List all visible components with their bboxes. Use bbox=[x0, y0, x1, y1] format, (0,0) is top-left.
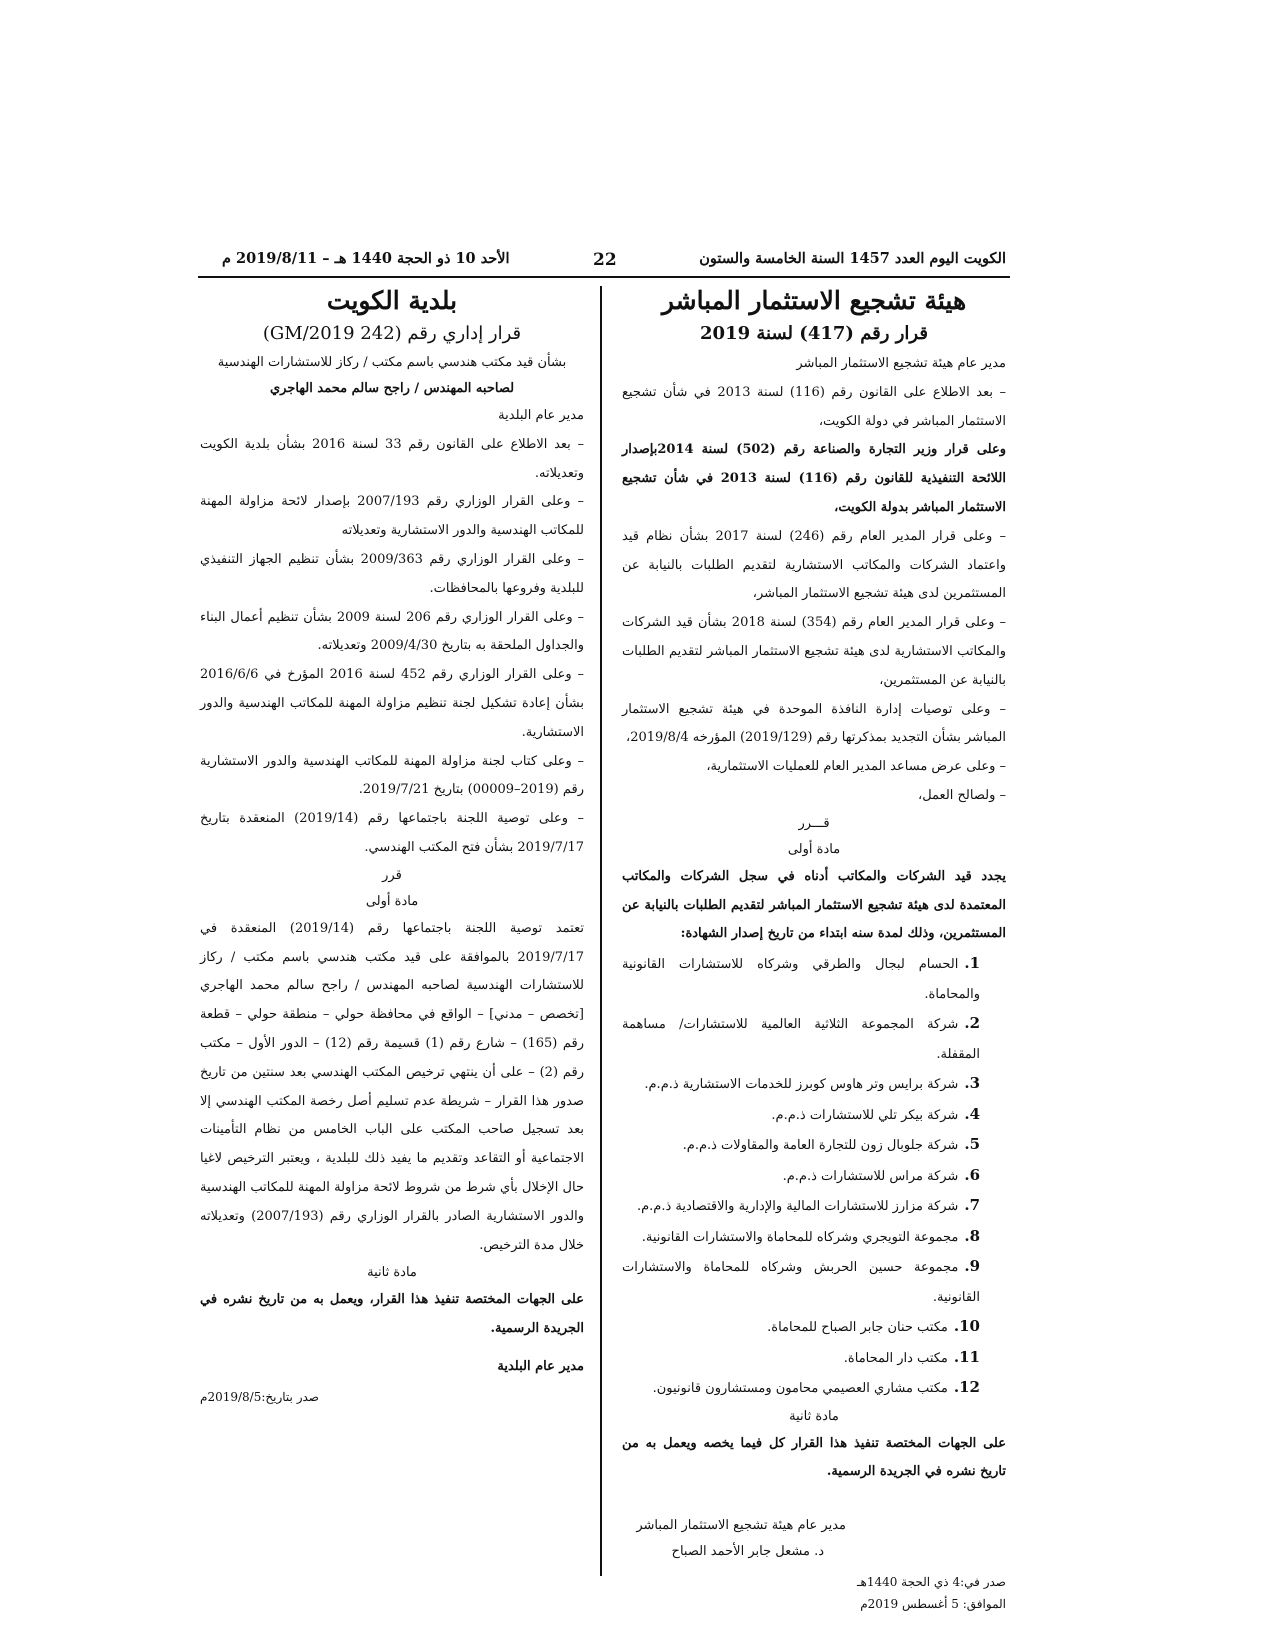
decided-heading: قرر bbox=[382, 867, 402, 883]
preamble-line: – وعلى توصية اللجنة باجتماعها رقم (2019/14) المنعقدة بتاريخ 2019/7/17 بشأن فتح المكتب الهندسي. bbox=[200, 811, 584, 855]
list-number: 6. bbox=[964, 1165, 980, 1184]
list-number: 2. bbox=[964, 1014, 980, 1033]
issue-date: صدر بتاريخ:2019/8/5م bbox=[200, 1389, 319, 1404]
list-number: 1. bbox=[964, 954, 980, 973]
column-title: بلدية الكويت bbox=[326, 286, 458, 315]
investment-authority-column bbox=[622, 284, 1006, 1615]
article-heading: مادة أولى bbox=[787, 841, 841, 857]
list-number: 7. bbox=[964, 1196, 980, 1215]
preamble-line: وعلى قرار وزير التجارة والصناعة رقم (502) لسنة 2014بإصدار اللائحة التنفيذية للقانون رقم (116) لسنة 2013 في شأن تشجيع الاستثمار المباشر بدولة الكويت، bbox=[622, 442, 1006, 515]
preamble-line: مدير عام هيئة تشجيع الاستثمار المباشر bbox=[796, 356, 1006, 371]
list-item bbox=[622, 1222, 1006, 1253]
column-title: هيئة تشجيع الاستثمار المباشر bbox=[661, 286, 967, 315]
column-divider bbox=[600, 286, 602, 1576]
list-text: شركة جلوبال زون للتجارة العامة والمقاولات ذ.م.م. bbox=[682, 1138, 959, 1154]
article-heading: مادة ثانية bbox=[367, 1265, 417, 1281]
list-item bbox=[622, 1252, 1006, 1312]
list-text: مكتب دار المحاماة. bbox=[843, 1350, 948, 1366]
article-text: على الجهات المختصة تنفيذ هذا القرار، ويعمل به من تاريخ نشره في الجريدة الرسمية. bbox=[200, 1292, 584, 1337]
list-number: 9. bbox=[964, 1257, 980, 1276]
preamble-line: – وعلى قرار المدير العام رقم (246) لسنة 2017 بشأن نظام قيد واعتماد الشركات والمكاتب الاستشارية لتقديم الطلبات بالنيابة عن المستثمرين لدى هيئة تشجيع الاستثمار المباشر، bbox=[622, 528, 1006, 602]
list-item bbox=[622, 1343, 1006, 1374]
list-item bbox=[622, 1191, 1006, 1222]
signature-name: د. مشعل جابر الأحمد الصباح bbox=[671, 1544, 824, 1560]
article-heading: مادة أولى bbox=[365, 893, 419, 909]
preamble-line: – وعلى القرار الوزاري رقم 2007/193 بإصدار لائحة مزاولة المهنة للمكاتب الهندسية والدور الاستشارية وتعديلاته bbox=[200, 494, 584, 539]
article-text: على الجهات المختصة تنفيذ هذا القرار كل فيما يخصه ويعمل به من تاريخ نشره في الجريدة الرسمية. bbox=[622, 1435, 1006, 1480]
list-text: مكتب مشاري العصيمي محامون ومستشارون قانونيون. bbox=[652, 1381, 948, 1397]
list-item bbox=[622, 1100, 1006, 1131]
list-item bbox=[622, 1069, 1006, 1100]
list-text: شركة بيكر تلي للاستشارات ذ.م.م. bbox=[771, 1107, 959, 1123]
issue-date-hijri: صدر في:4 ذي الحجة 1440هـ bbox=[856, 1575, 1006, 1590]
list-text: مجموعة حسين الحربش وشركاه للمحاماة والاستشارات القانونية. bbox=[622, 1260, 980, 1305]
list-text: شركة مراس للاستشارات ذ.م.م. bbox=[782, 1168, 959, 1184]
list-text: شركة مزارز للاستشارات المالية والإدارية والاقتصادية ذ.م.م. bbox=[636, 1199, 959, 1215]
preamble-line: – وعلى قرار المدير العام رقم (354) لسنة 2018 بشأن قيد الشركات والمكاتب الاستشارية لدى هيئة تشجيع الاستثمار المباشر لتقديم الطلبات بالنيابة عن المستثمرين، bbox=[622, 615, 1006, 688]
list-item bbox=[622, 1009, 1006, 1069]
page-header bbox=[198, 246, 1010, 278]
decision-subject: بشأن قيد مكتب هندسي باسم مكتب / ركاز للاستشارات الهندسية bbox=[217, 355, 567, 370]
header-date: الأحد 10 ذو الحجة 1440 هـ – 2019/8/11 م bbox=[222, 250, 510, 267]
list-text: مكتب حنان جابر الصباح للمحاماة. bbox=[767, 1320, 948, 1336]
company-list bbox=[622, 949, 1006, 1404]
preamble-line: – بعد الاطلاع على القانون رقم 33 لسنة 2016 بشأن بلدية الكويت وتعديلاته. bbox=[200, 436, 585, 481]
list-text: مجموعة التويجري وشركاه للمحاماة والاستشارات القانونية. bbox=[641, 1229, 959, 1245]
preamble-line: – بعد الاطلاع على القانون رقم (116) لسنة 2013 في شأن تشجيع الاستثمار المباشر في دولة الكويت، bbox=[622, 384, 1006, 429]
signature-title: مدير عام البلدية bbox=[497, 1358, 584, 1374]
preamble-line: – ولصالح العمل، bbox=[918, 787, 1006, 803]
list-text: شركة برايس وتر هاوس كوبرز للخدمات الاستشارية ذ.م.م. bbox=[644, 1077, 959, 1093]
decided-heading: قـــرر bbox=[798, 815, 830, 831]
signature-title: مدير عام هيئة تشجيع الاستثمار المباشر bbox=[636, 1518, 846, 1534]
list-item bbox=[622, 1130, 1006, 1161]
decision-owner: لصاحبه المهندس / راجح سالم محمد الهاجري bbox=[269, 381, 515, 396]
list-item bbox=[622, 1373, 1006, 1404]
list-number: 10. bbox=[953, 1317, 980, 1336]
preamble-line: – وعلى كتاب لجنة مزاولة المهنة للمكاتب الهندسية والدور الاستشارية رقم (2019–00009) بتاريخ 2019/7/21. bbox=[200, 753, 584, 798]
preamble-line: – وعلى توصيات إدارة النافذة الموحدة في هيئة تشجيع الاستثمار المباشر بشأن التجديد بمذكرتها رقم (2019/129) المؤرخه 2019/8/4، bbox=[622, 701, 1006, 746]
list-number: 5. bbox=[964, 1135, 980, 1154]
list-text: الحسام لبجال والطرقي وشركاه للاستشارات القانونية والمحاماة. bbox=[622, 957, 980, 1002]
preamble-line: مدير عام البلدية bbox=[498, 408, 584, 423]
article-text: تعتمد توصية اللجنة باجتماعها رقم (2019/14) المنعقدة في 2019/7/17 بالموافقة على قيد مكتب هندسي باسم مكتب / ركاز للاستشارات الهندسية لصاحبه المهندس / راجح سالم محمد الهاجري [تخصص – مدني] – الواقع في محافظة حولي – منطقة حولي – قطعة رقم (165) – شارع رقم (1) قسيمة رقم (12) – الدور الأول – مكتب رقم (2) – على أن ينتهي ترخيص المكتب الهندسي بعد سنتين من تاريخ صدور هذا القرار – شريطة عدم تسليم أصل رخصة المكتب الهندسي إلا بعد تسجيل صاحب المكتب على الباب الخامس من نظام التأمينات الاجتماعية أو التقاعد وتقديم ما يفيد ذلك للبلدية ، ويعتبر الترخيص لاغيا حال الإخلال بأي شرط من شروط لائحة مزاولة المهنة للمكاتب الهندسية والدور الاستشارية الصادر بالقرار الوزاري رقم (2007/193) وتعديلاته خلال مدة الترخيص. bbox=[200, 920, 584, 1253]
decision-number: قرار إداري رقم (242 GM/2019) bbox=[262, 323, 522, 344]
list-number: 12. bbox=[953, 1378, 980, 1397]
preamble-line: – وعلى عرض مساعد المدير العام للعمليات الاستثمارية، bbox=[706, 759, 1006, 775]
preamble-line: – وعلى القرار الوزاري رقم 2009/363 بشأن تنظيم الجهاز التنفيذي للبلدية وفروعها بالمحافظات. bbox=[200, 551, 584, 596]
list-text: شركة المجموعة الثلاثية العالمية للاستشارات/ مساهمة المقفلة. bbox=[622, 1017, 980, 1062]
preamble-line: – وعلى القرار الوزاري رقم 452 لسنة 2016 المؤرخ في 2016/6/6 بشأن إعادة تشكيل لجنة تنظيم مزاولة المهنة للمكاتب الهندسية والدور الاستشارية. bbox=[200, 667, 585, 740]
list-number: 8. bbox=[964, 1226, 980, 1245]
issue-date-gregorian: الموافق: 5 أغسطس 2019م bbox=[860, 1597, 1006, 1612]
decision-number: قرار رقم (417) لسنة 2019 bbox=[700, 323, 928, 344]
gazette-page bbox=[198, 246, 1010, 1612]
list-item bbox=[622, 1312, 1006, 1343]
municipality-column bbox=[200, 284, 584, 1408]
article-heading: مادة ثانية bbox=[789, 1408, 839, 1424]
list-number: 4. bbox=[964, 1104, 980, 1123]
article-text: يجدد قيد الشركات والمكاتب أدناه في سجل الشركات والمكاتب المعتمدة لدى هيئة تشجيع الاستثمار المباشر لتقديم الطلبات بالنيابة عن المستثمرين، وذلك لمدة سنه ابتداء من تاريخ إصدار الشهادة: bbox=[622, 868, 1006, 942]
list-item bbox=[622, 1161, 1006, 1192]
header-page-number: 22 bbox=[593, 250, 617, 270]
list-item bbox=[622, 949, 1006, 1009]
preamble-line: – وعلى القرار الوزاري رقم 206 لسنة 2009 بشأن تنظيم أعمال البناء والجداول الملحقة به بتاريخ 2009/4/30 وتعديلاته. bbox=[200, 609, 585, 654]
list-number: 3. bbox=[964, 1074, 980, 1093]
header-issue: الكويت اليوم العدد 1457 السنة الخامسة والستون bbox=[699, 250, 1006, 267]
list-number: 11. bbox=[953, 1347, 980, 1366]
